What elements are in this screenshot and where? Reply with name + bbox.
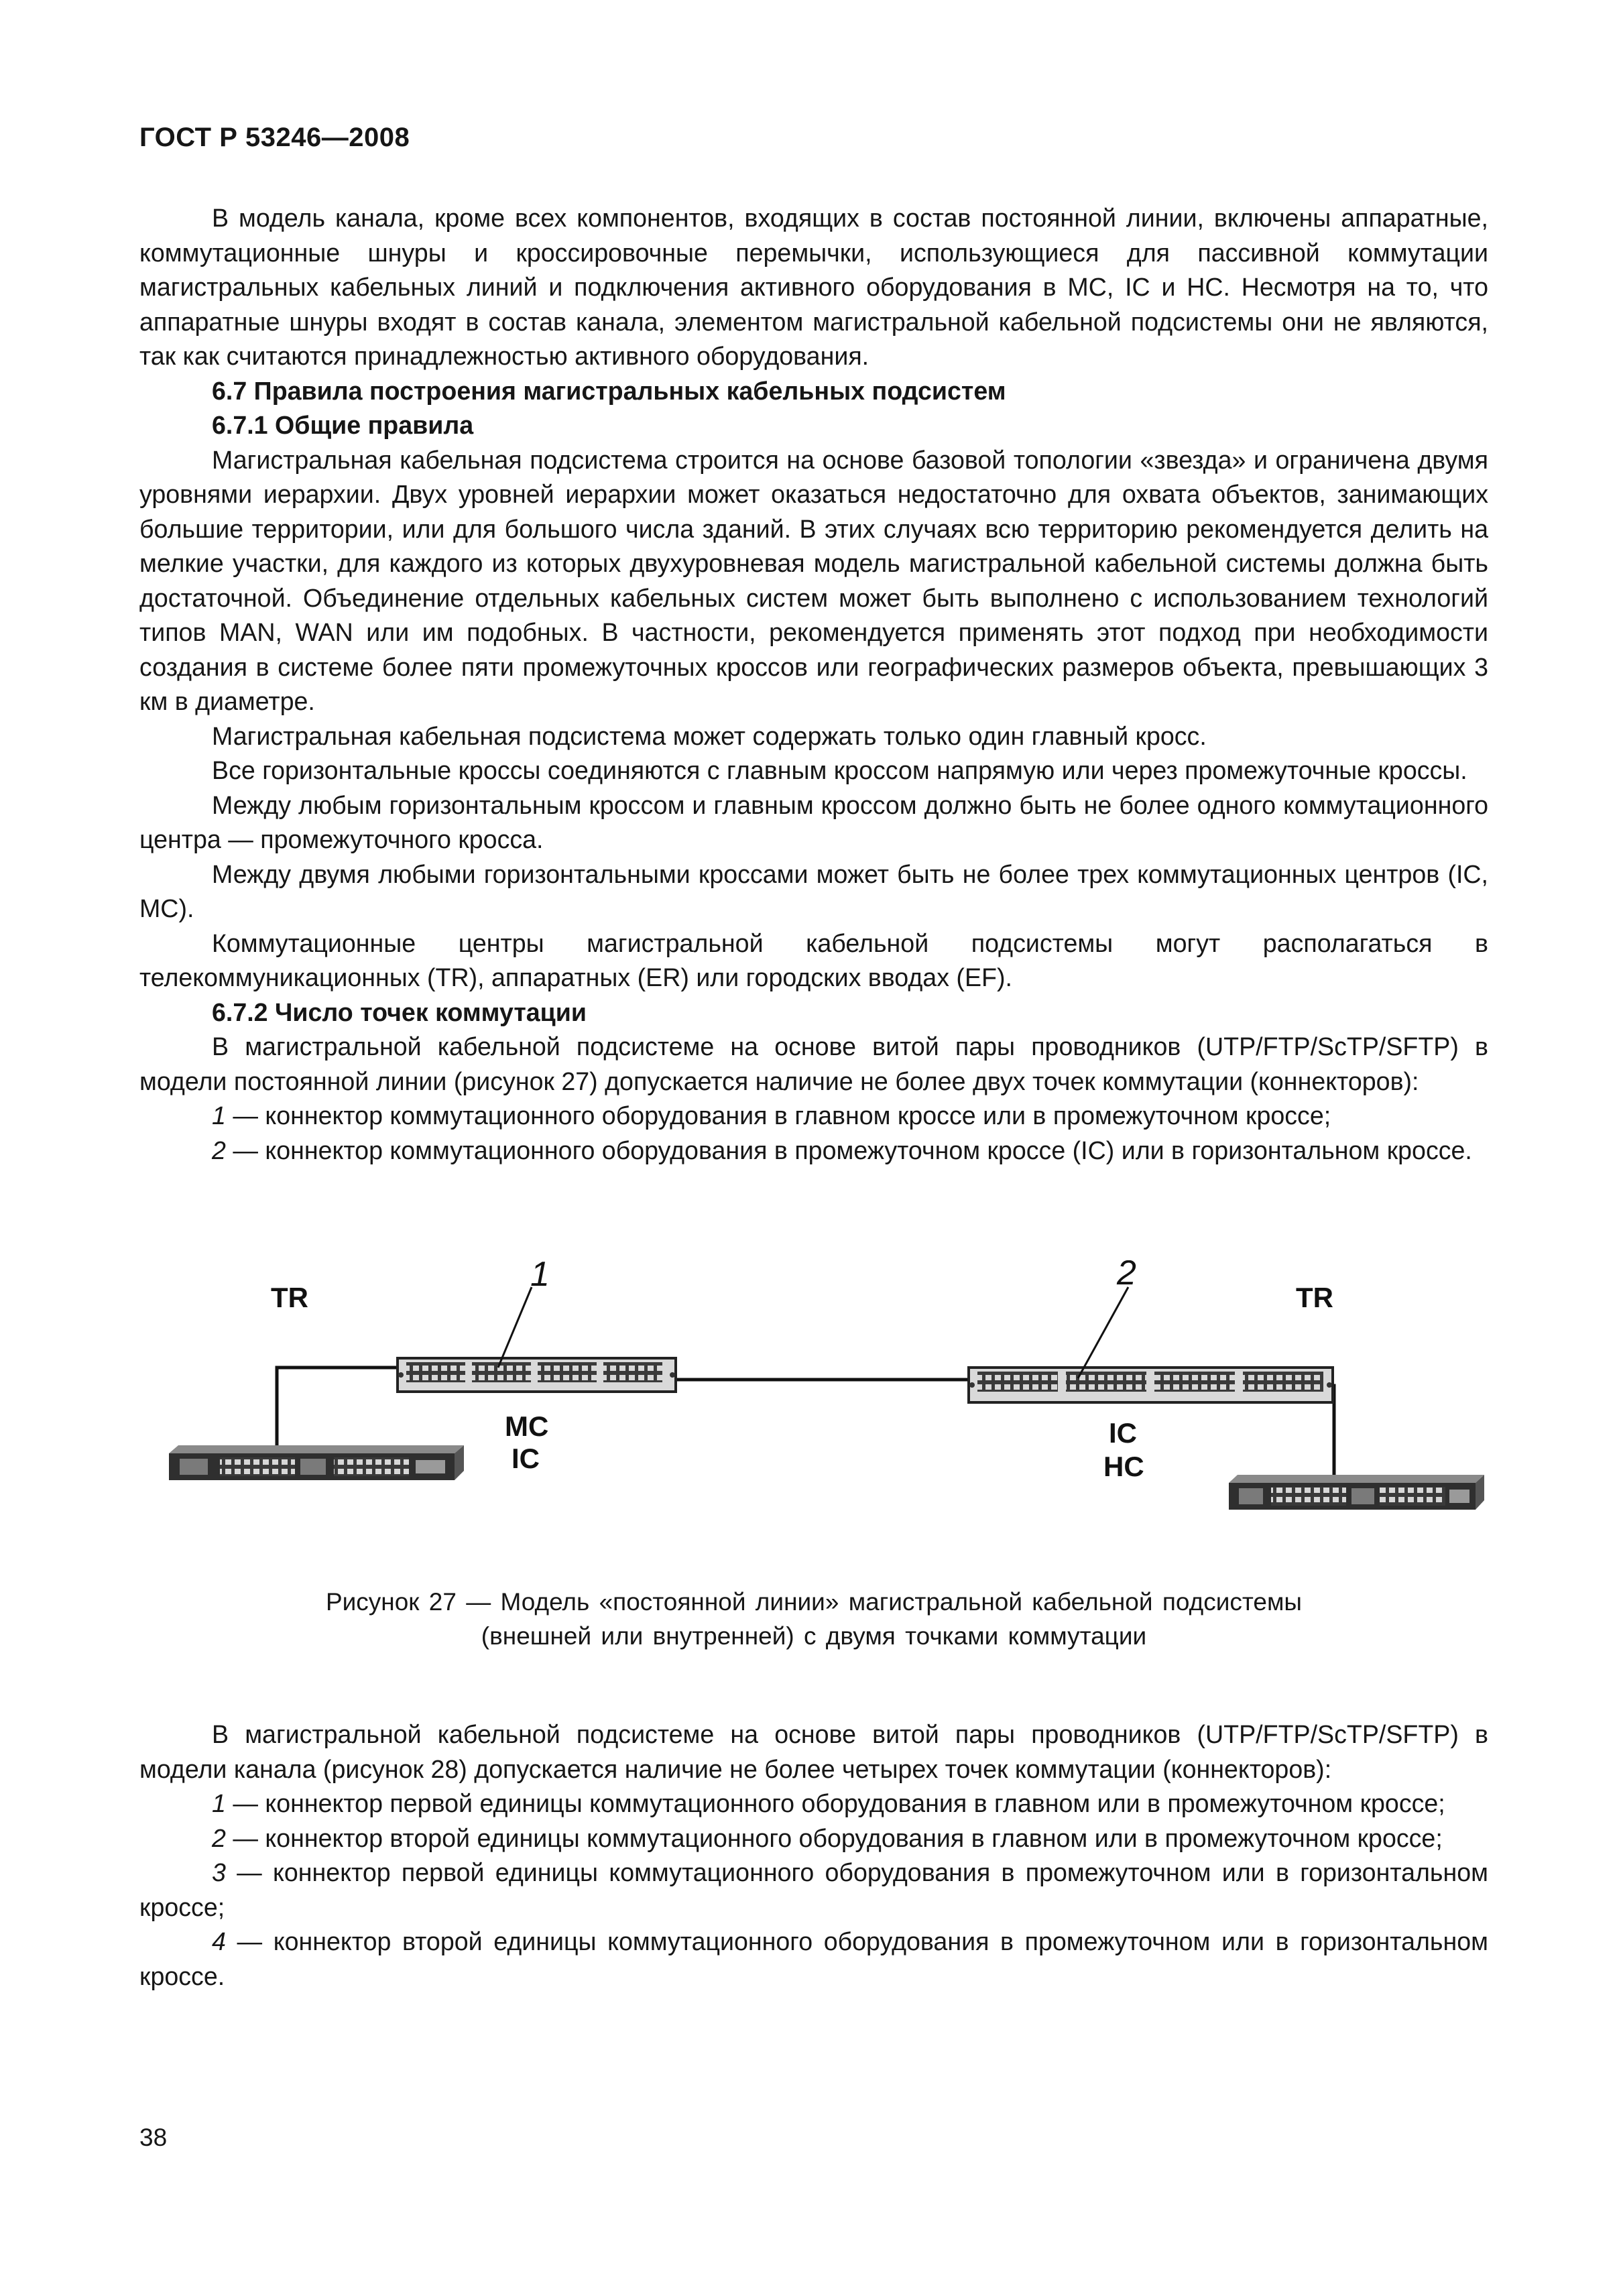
section-heading-6-7: 6.7 Правила построения магистральных кабельных подсистем [212,376,1006,405]
label-mc: MC [505,1410,549,1442]
patch-panel-2 [969,1368,1333,1402]
list-item [139,1099,1488,1134]
text-block-bottom [139,1717,1488,1994]
patch-panel-1 [398,1358,676,1392]
text-block-top [139,201,1488,1168]
list-item [139,1925,1488,1994]
paragraph: В модель канала, кроме всех компонентов, входящих в состав постоянной линии, включены аппаратные, коммутационные шнуры и кроссировочные перемычки, использующиеся для пассивной коммутации магистральных кабельных линий и подключения активного оборудования в MC, IC и HC. Несмотря на то, что аппаратные шнуры входят в состав канала, элементом магистральной кабельной подсистемы они не являются, так как считаются принадлежностью активного оборудования. [139,204,1488,370]
paragraph: В магистральной кабельной подсистеме на основе витой пары проводников (UTP/FTP/ScTP/SFTP) в модели постоянной линии (рисунок 27) допускается наличие не более двух точек коммутации (коннекторов): [139,1032,1488,1095]
figure-caption [139,1585,1488,1653]
list-text: — коннектор первой единицы коммутационного оборудования в главном или в промежуточном кроссе; [225,1789,1445,1817]
list-number: 2 [212,1823,226,1852]
label-tr-right: TR [1296,1282,1333,1313]
paragraph: Магистральная кабельная подсистема может содержать только один главный кросс. [212,721,1207,750]
list-number: 3 [212,1858,226,1886]
list-item [139,1856,1488,1925]
label-connector-1: 1 [530,1260,550,1294]
paragraph: Магистральная кабельная подсистема строится на основе базовой топологии «звезда» и ограничена двумя уровнями иерархии. Двух уровней иерархии может оказаться недостаточно для охвата объектов, занимающих большие территории, или для большого числа зданий. В этих случаях всю территорию рекомендуется делить на мелкие участки, для каждого из которых двухуровневая модель магистральной кабельной системы должна быть достаточной. Объединение отдельных кабельных систем может быть выполнено с использованием технологий типов MAN, WAN или им подобных. В частности, рекомендуется применять этот подход при необходимости создания в системе более пяти промежуточных кроссов или географических размеров объекта, превышающих 3 км в диаметре. [139,445,1488,715]
paragraph: Все горизонтальные кроссы соединяются с главным кроссом напрямую или через промежуточные кроссы. [212,756,1467,784]
section-heading-6-7-1: 6.7.1 Общие правила [212,411,474,439]
list-item [139,1134,1488,1168]
page-number: 38 [139,2124,168,2151]
list-number: 1 [212,1101,226,1130]
label-ic-right: IC [1109,1417,1137,1449]
label-connector-2: 2 [1117,1260,1136,1292]
list-item [139,1787,1488,1821]
document-header: ГОСТ Р 53246—2008 [139,123,410,152]
leader-line-1 [498,1287,532,1368]
list-text: — коннектор коммутационного оборудования в главном кроссе или в промежуточном кроссе; [225,1101,1331,1130]
label-ic-left: IC [512,1443,540,1474]
list-text: — коннектор первой единицы коммутационного оборудования в промежуточном или в горизонтальном кроссе; [139,1858,1488,1921]
label-tr-left: TR [271,1282,308,1313]
label-hc: HC [1103,1451,1144,1482]
list-text: — коннектор второй единицы коммутационного оборудования в промежуточном или в горизонтальном кроссе. [139,1927,1488,1990]
paragraph: В магистральной кабельной подсистеме на основе витой пары проводников (UTP/FTP/ScTP/SFTP) в модели канала (рисунок 28) допускается наличие не более четырех точек коммутации (коннекторов): [139,1720,1488,1783]
switch-right [1229,1475,1484,1510]
list-number: 4 [212,1927,226,1955]
paragraph: Между любым горизонтальным кроссом и главным кроссом должно быть не более одного коммутационного центра — промежуточного кросса. [139,790,1488,853]
section-heading-6-7-2: 6.7.2 Число точек коммутации [212,998,587,1026]
switch-left [169,1445,464,1480]
list-number: 2 [212,1136,226,1164]
list-text: — коннектор второй единицы коммутационного оборудования в главном или в промежуточном кроссе; [225,1823,1443,1852]
leader-line-2 [1078,1287,1128,1378]
list-text: — коннектор коммутационного оборудования в промежуточном кроссе (IC) или в горизонтальном кроссе. [225,1136,1472,1164]
list-number: 1 [212,1789,226,1817]
caption-line: Рисунок 27 — Модель «постоянной линии» магистральной кабельной подсистемы [325,1588,1303,1616]
paragraph: Коммутационные центры магистральной кабельной подсистемы могут располагаться в телекоммуникационных (TR), аппаратных (ER) или городских вводах (EF). [139,928,1488,991]
list-item [139,1821,1488,1856]
caption-line: (внешней или внутренней) с двумя точками коммутации [481,1622,1147,1650]
cable-left-switch-to-panel-1 [277,1368,398,1453]
figure-27-diagram [139,1260,1488,1542]
paragraph: Между двумя любыми горизонтальными кроссами может быть не более трех коммутационных центров (IC, MC). [139,859,1488,922]
